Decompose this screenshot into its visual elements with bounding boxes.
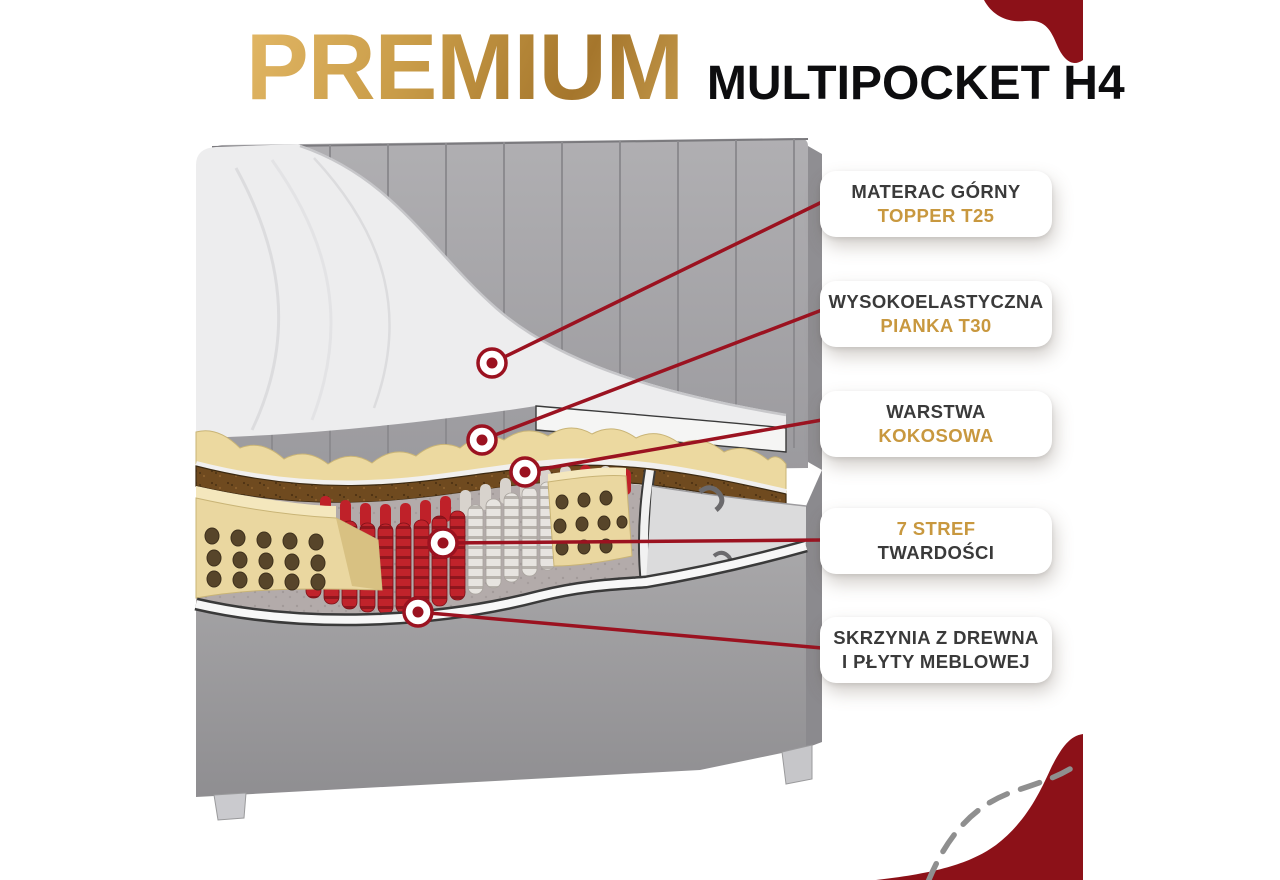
marker-dot-icon — [468, 426, 496, 454]
callout-line-secondary: TWARDOŚCI — [877, 542, 995, 564]
callout-card-topper — [820, 171, 1052, 237]
callout-card-foam — [820, 281, 1052, 347]
marker-dot-icon — [478, 349, 506, 377]
callout-card-box — [820, 617, 1052, 683]
callout-line-secondary: TOPPER T25 — [877, 205, 995, 227]
callout-line-secondary: PIANKA T30 — [880, 315, 992, 337]
model-title: MULTIPOCKET H4 — [706, 57, 1125, 110]
bed-illustration — [196, 138, 822, 820]
marker-dot-icon — [429, 529, 457, 557]
callout-line-primary: WYSOKOELASTYCZNA — [828, 291, 1044, 312]
callout-card-coconut — [820, 391, 1052, 457]
brand-title: PREMIUM — [246, 14, 683, 119]
marker-dot-icon — [404, 598, 432, 626]
bottom-right-red-wave-blob-icon — [876, 734, 1083, 880]
callout-line-primary: WARSTWA — [886, 401, 986, 422]
latex-block-right — [548, 467, 632, 566]
bed-leg — [782, 745, 812, 784]
callout-line-secondary: I PŁYTY MEBLOWEJ — [842, 651, 1030, 673]
bed-leg — [214, 793, 246, 820]
callout-line-primary: MATERAC GÓRNY — [851, 181, 1021, 202]
callout-card-zones — [820, 508, 1052, 574]
callout-line-secondary: KOKOSOWA — [878, 425, 994, 447]
page-title — [246, 14, 1125, 119]
marker-dot-icon — [511, 458, 539, 486]
callout-line-primary: 7 STREF — [896, 518, 976, 539]
callout-line-primary: SKRZYNIA Z DREWNA — [833, 627, 1039, 648]
